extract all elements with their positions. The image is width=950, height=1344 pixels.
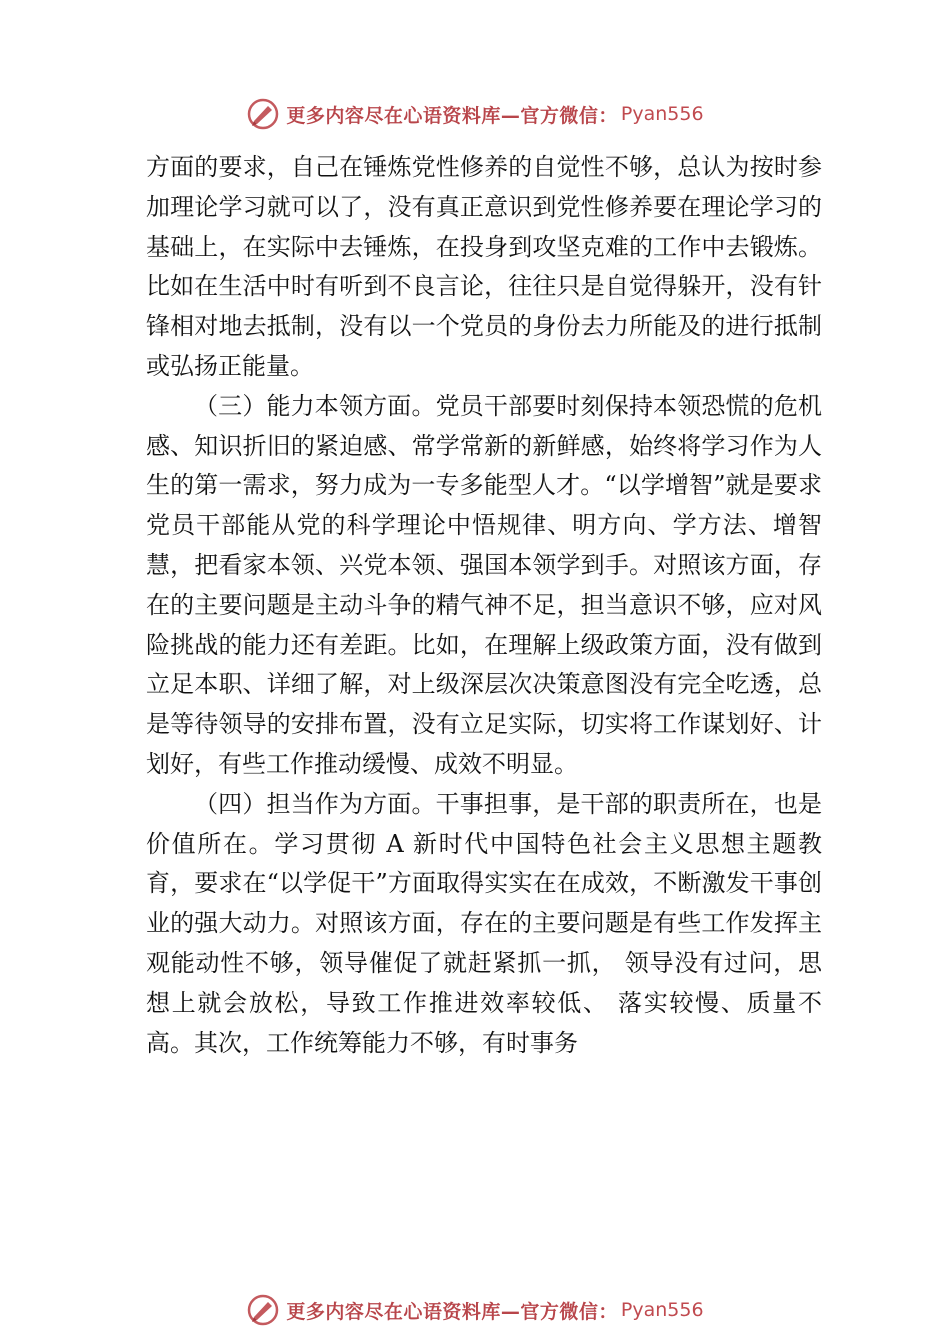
paragraph-continuation: 方面的要求，自己在锤炼党性修养的自觉性不够，总认为按时参加理论学习就可以了，没有真正意识到党性修养要在理论学习的基础上，在实际中去锤炼，在投身到攻坚克难的工作中去锻炼。比如在生活中时有听到不良言论，往往只是自觉得躲开，没有针锋相对地去抵制，没有以一个党员的身份去力所能及的进行抵制或弘扬正能量。 [146, 153, 822, 380]
header-banner [0, 94, 950, 134]
footer-banner [0, 1290, 950, 1330]
footer-handle: Pyan556 [620, 1299, 704, 1321]
paragraph-ability: （三）能力本领方面。党员干部要时刻保持本领恐慌的危机感、知识折旧的紧迫感、常学常新的新鲜感，始终将学习作为人生的第一需求，努力成为一专多能型人才。“以学增智”就是要求党员干部能从党的科学理论中悟规律、明方向、学方法、增智慧，把看家本领、兴党本领、强国本领学到手。对照该方面，存在的主要问题是主动斗争的精气神不足，担当意识不够，应对风险挑战的能力还有差距。比如，在理解上级政策方面，没有做到立足本职、详细了解，对上级深层次决策意图没有完全吃透，总是等待领导的安排布置，没有立足实际，切实将工作谋划好、计划好，有些工作推动缓慢、成效不明显。 [146, 391, 822, 778]
header-handle: Pyan556 [620, 103, 704, 125]
paragraph-responsibility: （四）担当作为方面。干事担事，是干部的职责所在，也是价值所在。学习贯彻 A 新时代中国特色社会主义思想主题教育，要求在“以学促干”方面取得实实在在成效，不断激发干事创业的强大动力。对照该方面，存在的主要问题是有些工作发挥主观能动性不够，领导催促了就赶紧抓一抓， 领导没有过问，思想上就会放松，导致工作推进效率较低、 落实较慢、质量不高。其次，工作统筹能力不够，有时事务 [146, 789, 822, 1057]
pen-nib-logo-icon [246, 97, 280, 131]
document-body [146, 148, 822, 1063]
pen-nib-logo-icon [246, 1293, 280, 1327]
footer-label: 更多内容尽在心语资料库—官方微信： [286, 1300, 618, 1323]
header-label: 更多内容尽在心语资料库—官方微信： [286, 104, 618, 127]
